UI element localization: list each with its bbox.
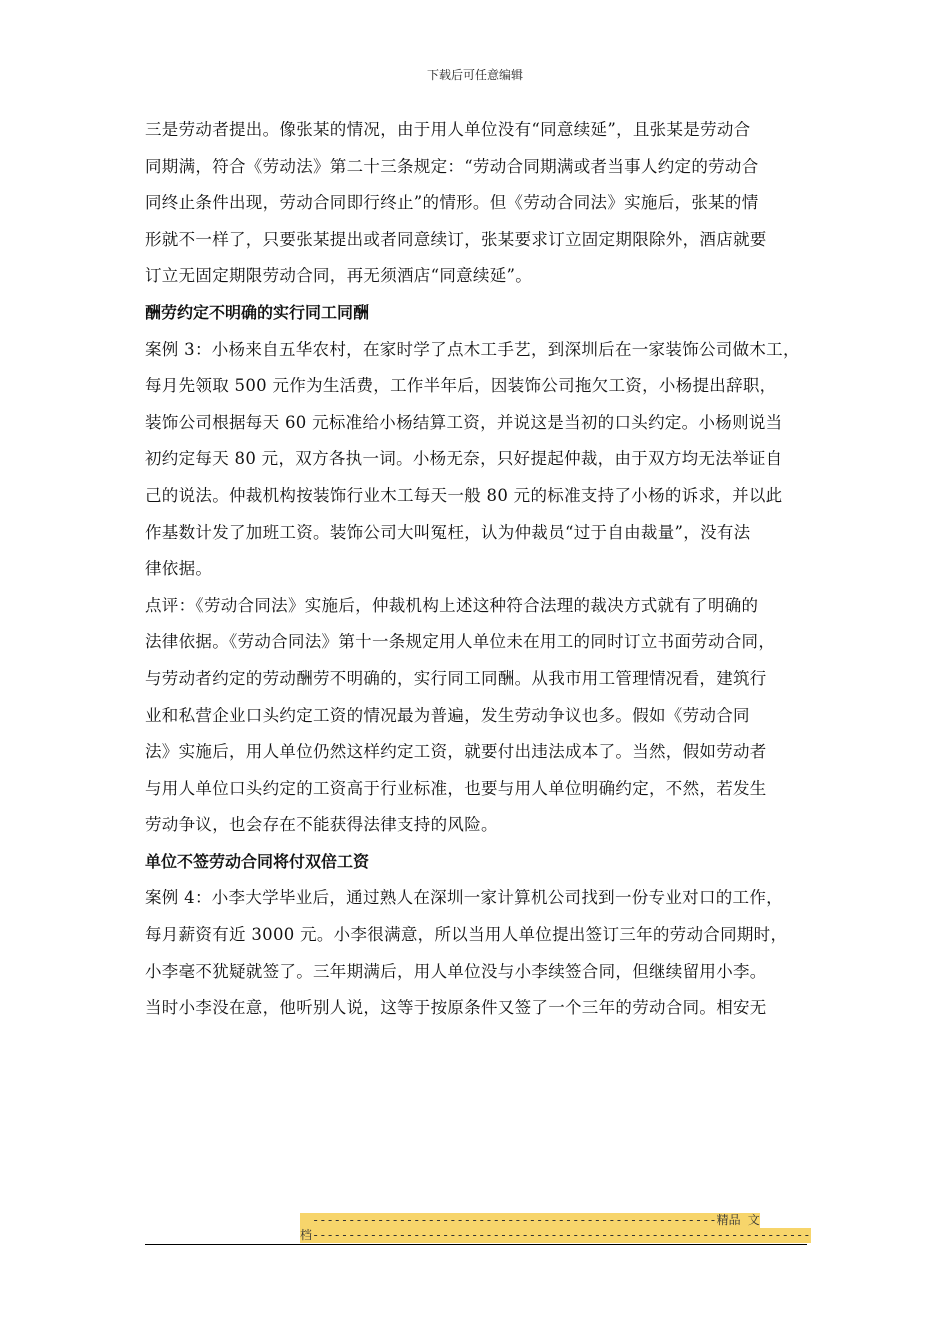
- page-header: 下载后可任意编辑: [426, 68, 523, 82]
- paragraph-line: 形就不一样了，只要张某提出或者同意续订，张某要求订立固定期限除外，酒店就要: [145, 229, 767, 249]
- document-body: [145, 112, 815, 1027]
- paragraph-line: 法》实施后，用人单位仍然这样约定工资，就要付出违法成本了。当然，假如劳动者: [145, 742, 767, 762]
- footer-rule: [145, 1244, 807, 1245]
- section-heading: 酬劳约定不明确的实行同工同酬: [145, 302, 370, 322]
- paragraph-line: 初约定每天 80 元，双方各执一词。小杨无奈，只好提起仲裁，由于双方均无法举证自: [145, 449, 783, 469]
- paragraph-line: 小李毫不犹疑就签了。三年期满后，用人单位没与小李续签合同，但继续留用小李。: [145, 961, 767, 981]
- paragraph-line: 业和私营企业口头约定工资的情况最为普遍，发生劳动争议也多。假如《劳动合同: [145, 705, 750, 725]
- paragraph-line: 每月先领取 500 元作为生活费，工作半年后，因装饰公司拖欠工资，小杨提出辞职，: [145, 376, 777, 396]
- paragraph-line: 劳动争议，也会存在不能获得法律支持的风险。: [145, 815, 498, 835]
- paragraph-line: 装饰公司根据每天 60 元标准给小杨结算工资，并说这是当初的口头约定。小杨则说当: [145, 412, 783, 432]
- paragraph-line: 与用人单位口头约定的工资高于行业标准，也要与用人单位明确约定，不然，若发生: [145, 778, 767, 798]
- paragraph-line: 同期满，符合《劳动法》第二十三条规定：“劳动合同期满或者当事人约定的劳动合: [145, 156, 759, 176]
- paragraph-line: 三是劳动者提出。像张某的情况，由于用人单位没有“同意续延”，且张某是劳动合: [145, 120, 751, 139]
- footer-line-1: --------------------------------------------------------精品 文: [300, 1213, 760, 1228]
- paragraph-line: 己的说法。仲裁机构按装饰行业木工每天一般 80 元的标准支持了小杨的诉求，并以此: [145, 485, 783, 505]
- paragraph-line: 点评：《劳动合同法》实施后，仲裁机构上述这种符合法理的裁决方式就有了明确的: [145, 595, 759, 615]
- paragraph-line: 每月薪资有近 3000 元。小李很满意，所以当用人单位提出签订三年的劳动合同期时，: [145, 925, 788, 945]
- paragraph-line: 案例 3：小杨来自五华农村，在家时学了点木工手艺，到深圳后在一家装饰公司做木工，: [145, 339, 800, 359]
- paragraph-line: 律依据。: [145, 559, 213, 579]
- footer-watermark: [300, 1213, 811, 1243]
- paragraph-line: 当时小李没在意，他听别人说，这等于按原条件又签了一个三年的劳动合同。相安无: [145, 998, 767, 1018]
- paragraph-line: 法律依据。《劳动合同法》第十一条规定用人单位未在用工的同时订立书面劳动合同，: [145, 632, 776, 652]
- paragraph-line: 同终止条件出现，劳动合同即行终止”的情形。但《劳动合同法》实施后，张某的情: [145, 193, 759, 213]
- paragraph-line: 案例 4：小李大学毕业后，通过熟人在深圳一家计算机公司找到一份专业对口的工作，: [145, 888, 783, 908]
- paragraph-line: 作基数计发了加班工资。装饰公司大叫冤枉，认为仲裁员“过于自由裁量”，没有法: [145, 522, 751, 542]
- paragraph-line: 订立无固定期限劳动合同，再无须酒店“同意续延”。: [145, 266, 533, 286]
- section-heading: 单位不签劳动合同将付双倍工资: [145, 851, 370, 871]
- footer-line-2: 档---------------------------------------------------------------------: [300, 1228, 811, 1242]
- paragraph-line: 与劳动者约定的劳动酬劳不明确的，实行同工同酬。从我市用工管理情况看，建筑行: [145, 668, 767, 688]
